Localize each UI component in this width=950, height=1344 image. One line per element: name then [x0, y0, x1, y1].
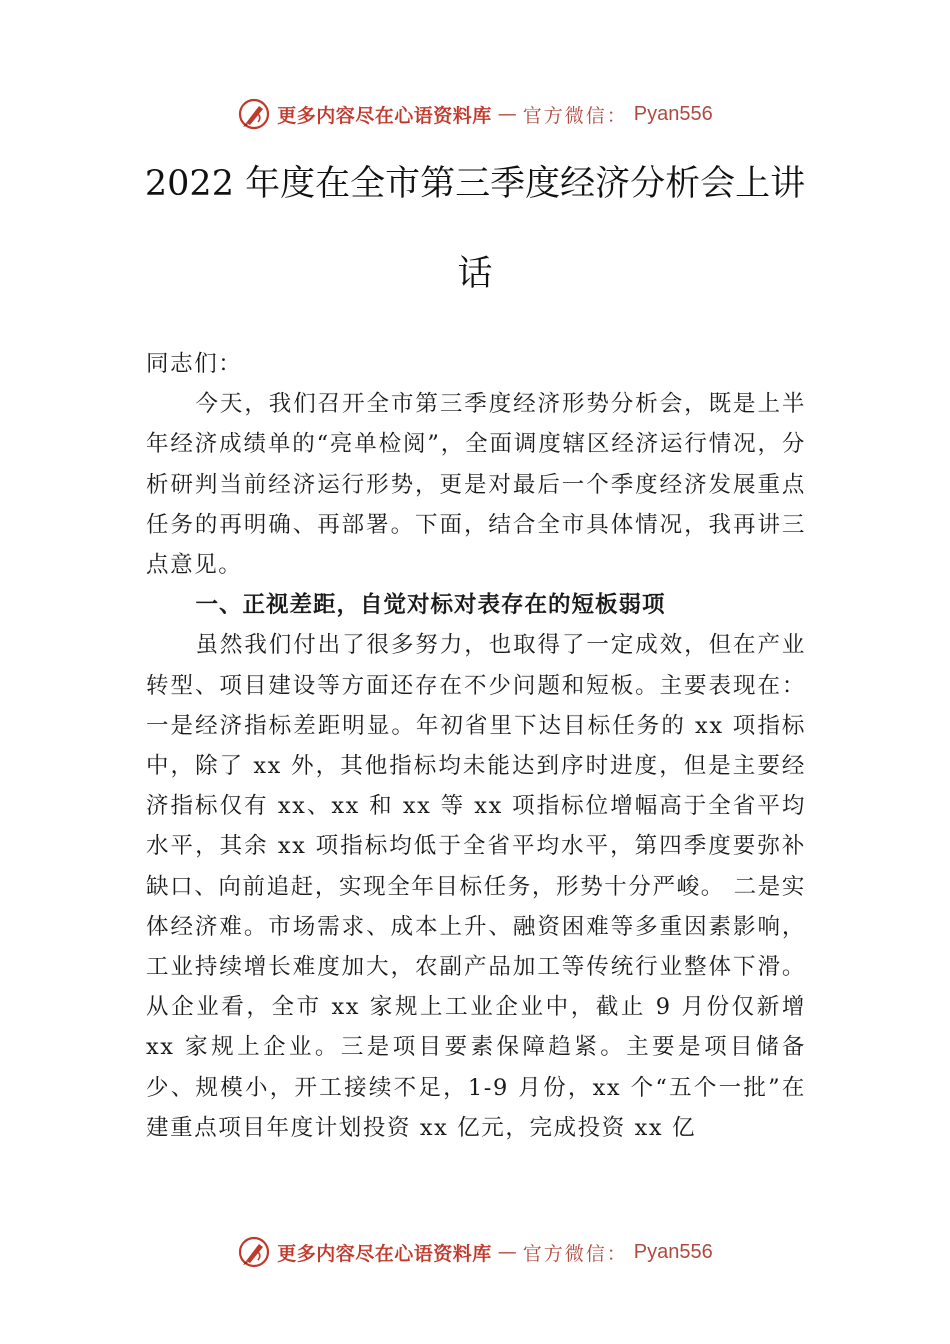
watermark-dash: — — [497, 103, 517, 125]
watermark-main-text: 更多内容尽在心语资料库 — [277, 1242, 492, 1265]
watermark-wechat-label: 官方微信： — [522, 1242, 628, 1265]
document-title-line-2: 话 — [457, 254, 493, 294]
watermark-main-text: 更多内容尽在心语资料库 — [277, 104, 492, 127]
intro-paragraph: 今天，我们召开全市第三季度经济形势分析会，既是上半年经济成绩单的“亮单检阅”，全面调度辖区经济运行情况，分析研判当前经济运行形势，更是对最后一个季度经济发展重点任务的再明确、再部署。下面，结合全市具体情况，我再讲三点意见。 — [146, 391, 806, 579]
watermark-wechat-id: Pyan556 — [633, 102, 713, 125]
document-body — [146, 344, 806, 1148]
section-1-heading: 一、正视差距，自觉对标对表存在的短板弱项 — [195, 592, 666, 619]
document-title-line-1: 2022 年度在全市第三季度经济分析会上讲 — [144, 164, 806, 204]
pen-nib-logo-icon — [237, 1235, 271, 1269]
header-watermark — [0, 94, 950, 134]
salutation: 同志们： — [146, 351, 243, 377]
section-1-paragraph: 虽然我们付出了很多努力，也取得了一定成效，但在产业转型、项目建设等方面还存在不少问题和短板。主要表现在：一是经济指标差距明显。年初省里下达目标任务的 xx 项指标中，除了 xx 外，其他指标均未能达到序时进度，但是主要经济指标仅有 xx、xx 和 xx 等 xx 项指标位增幅高于全省平均水平，其余 xx 项指标均低于全省平均水平，第四季度要弥补缺口、向前追赶，实现全年目标任务，形势十分严峻。 二是实体经济难。市场需求、成本上升、融资困难等多重因素影响，工业持续增长难度加大，农副产品加工等传统行业整体下滑。从企业看，全市 xx 家规上工业企业中，截止 9 月份仅新增 xx 家规上企业。三是项目要素保障趋紧。主要是项目储备少、规模小，开工接续不足，1-9 月份，xx 个“五个一批”在建重点项目年度计划投资 xx 亿元，完成投资 xx 亿 — [146, 632, 806, 1141]
watermark-wechat-label: 官方微信： — [522, 104, 628, 127]
footer-watermark — [0, 1232, 950, 1272]
pen-nib-logo-icon — [237, 97, 271, 131]
watermark-wechat-id: Pyan556 — [633, 1240, 713, 1263]
watermark-dash: — — [497, 1241, 517, 1263]
